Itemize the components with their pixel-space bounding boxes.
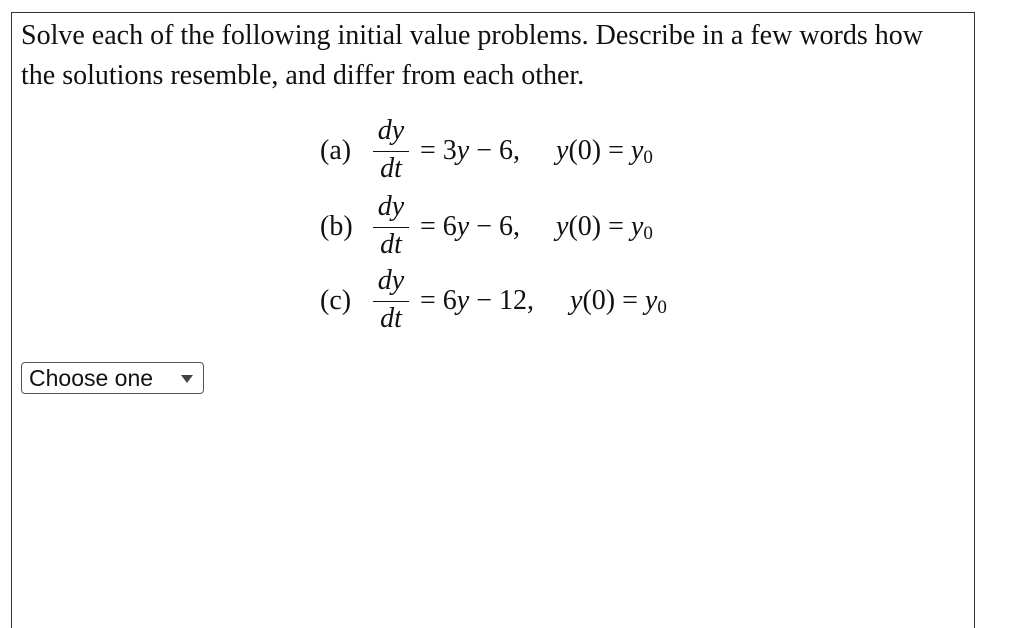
fraction-denominator: dt bbox=[380, 303, 402, 334]
rhs-coefficient: = 3 bbox=[420, 135, 457, 166]
ic-argument: (0) = bbox=[568, 211, 631, 242]
rhs-constant: − 6, bbox=[469, 135, 521, 166]
answer-select[interactable] bbox=[21, 362, 204, 394]
rhs-constant: − 6, bbox=[469, 211, 521, 242]
ic-value: y bbox=[630, 135, 644, 166]
equation-a bbox=[320, 115, 820, 188]
ic-argument: (0) = bbox=[582, 285, 645, 316]
ic-value: y bbox=[644, 285, 658, 316]
ic-subscript: 0 bbox=[643, 223, 653, 244]
question-prompt: Solve each of the following initial value problems. Describe in a few words how the solutions resemble, and differ from each other. bbox=[21, 20, 923, 91]
ic-subscript: 0 bbox=[643, 147, 653, 168]
rhs-variable: y bbox=[456, 211, 470, 242]
equation-label: (b) bbox=[320, 211, 353, 242]
equation-b bbox=[320, 191, 820, 264]
fraction-denominator: dt bbox=[380, 229, 402, 260]
equation-rhs bbox=[420, 285, 667, 320]
equation-label: (c) bbox=[320, 285, 352, 316]
equation-c bbox=[320, 265, 820, 338]
ic-function: y bbox=[570, 285, 583, 316]
ic-subscript: 0 bbox=[657, 297, 667, 318]
derivative-fraction bbox=[372, 115, 410, 188]
fraction-bar bbox=[373, 151, 409, 152]
equation-rhs bbox=[420, 135, 653, 170]
rhs-coefficient: = 6 bbox=[420, 211, 457, 242]
rhs-constant: − 12, bbox=[469, 285, 535, 316]
ic-argument: (0) = bbox=[568, 135, 631, 166]
fraction-bar bbox=[373, 301, 409, 302]
equation-rhs bbox=[420, 211, 653, 246]
fraction-denominator: dt bbox=[380, 153, 402, 184]
rhs-coefficient: = 6 bbox=[420, 285, 457, 316]
equation-label: (a) bbox=[320, 135, 352, 166]
fraction-numerator: dy bbox=[377, 115, 405, 146]
rhs-variable: y bbox=[456, 285, 470, 316]
ic-value: y bbox=[630, 211, 644, 242]
fraction-bar bbox=[373, 227, 409, 228]
ic-function: y bbox=[556, 211, 569, 242]
ic-function: y bbox=[556, 135, 569, 166]
fraction-numerator: dy bbox=[377, 191, 405, 222]
derivative-fraction bbox=[372, 265, 410, 338]
answer-select-value: Choose one bbox=[29, 365, 154, 391]
triangle-down-icon bbox=[181, 375, 193, 383]
fraction-numerator: dy bbox=[377, 265, 405, 296]
rhs-variable: y bbox=[456, 135, 470, 166]
derivative-fraction bbox=[372, 191, 410, 264]
